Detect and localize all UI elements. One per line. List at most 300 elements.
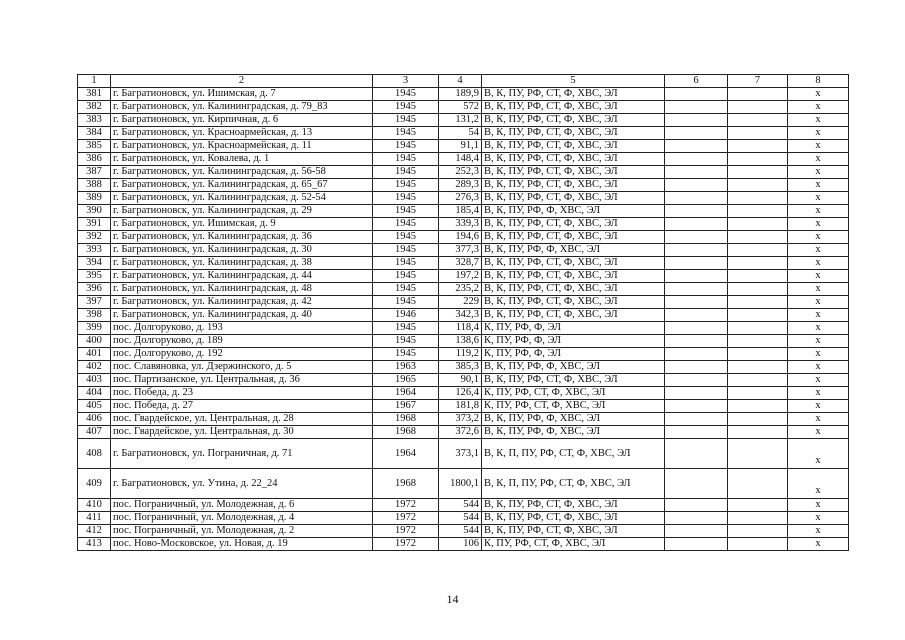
area-cell: 342,3 (439, 309, 482, 322)
table-row (78, 296, 849, 309)
area-cell: 373,2 (439, 413, 482, 426)
year-cell: 1945 (373, 153, 439, 166)
column-6-cell (665, 140, 728, 153)
utilities-cell: В, К, ПУ, РФ, СТ, Ф, ХВС, ЭЛ (482, 88, 665, 101)
area-cell: 138,6 (439, 335, 482, 348)
mark-cell: х (788, 283, 849, 296)
column-number-header-row (78, 75, 849, 88)
area-cell: 276,3 (439, 192, 482, 205)
year-cell: 1968 (373, 413, 439, 426)
address-cell: пос. Славяновка, ул. Дзержинского, д. 5 (111, 361, 373, 374)
area-cell: 197,2 (439, 270, 482, 283)
column-7-cell (728, 413, 788, 426)
address-cell: г. Багратионовск, ул. Калининградская, д. 36 (111, 231, 373, 244)
address-cell: г. Багратионовск, ул. Калининградская, д. 30 (111, 244, 373, 257)
address-cell: пос. Пограничный, ул. Молодежная, д. 4 (111, 512, 373, 525)
utilities-cell: В, К, ПУ, РФ, СТ, Ф, ХВС, ЭЛ (482, 218, 665, 231)
column-7-cell (728, 283, 788, 296)
utilities-cell: К, ПУ, РФ, СТ, Ф, ХВС, ЭЛ (482, 400, 665, 413)
table-row (78, 322, 849, 335)
column-7-cell (728, 538, 788, 551)
mark-cell: х (788, 192, 849, 205)
table-row (78, 257, 849, 270)
year-cell: 1946 (373, 309, 439, 322)
year-cell: 1945 (373, 192, 439, 205)
utilities-cell: В, К, ПУ, РФ, СТ, Ф, ХВС, ЭЛ (482, 231, 665, 244)
row-number-cell: 406 (78, 413, 111, 426)
table-row (78, 244, 849, 257)
mark-cell: х (788, 335, 849, 348)
area-cell: 544 (439, 499, 482, 512)
row-number-cell: 384 (78, 127, 111, 140)
mark-cell: х (788, 538, 849, 551)
column-6-cell (665, 153, 728, 166)
area-cell: 194,6 (439, 231, 482, 244)
year-cell: 1945 (373, 166, 439, 179)
row-number-cell: 387 (78, 166, 111, 179)
table-row (78, 348, 849, 361)
table-row (78, 426, 849, 439)
row-number-cell: 391 (78, 218, 111, 231)
address-cell: пос. Победа, д. 27 (111, 400, 373, 413)
column-6-cell (665, 205, 728, 218)
year-cell: 1945 (373, 218, 439, 231)
utilities-cell: В, К, ПУ, РФ, СТ, Ф, ХВС, ЭЛ (482, 257, 665, 270)
mark-cell: х (788, 374, 849, 387)
utilities-cell: В, К, ПУ, РФ, СТ, Ф, ХВС, ЭЛ (482, 101, 665, 114)
row-number-cell: 388 (78, 179, 111, 192)
column-number: 1 (78, 75, 111, 88)
address-cell: пос. Гвардейское, ул. Центральная, д. 30 (111, 426, 373, 439)
address-cell: г. Багратионовск, ул. Пограничная, д. 71 (111, 439, 373, 469)
table-row (78, 538, 849, 551)
mark-cell: х (788, 257, 849, 270)
area-cell: 339,3 (439, 218, 482, 231)
area-cell: 572 (439, 101, 482, 114)
utilities-cell: В, К, ПУ, РФ, СТ, Ф, ХВС, ЭЛ (482, 127, 665, 140)
address-cell: г. Багратионовск, ул. Ишимская, д. 9 (111, 218, 373, 231)
mark-cell: х (788, 413, 849, 426)
address-cell: пос. Победа, д. 23 (111, 387, 373, 400)
utilities-cell: В, К, ПУ, РФ, СТ, Ф, ХВС, ЭЛ (482, 153, 665, 166)
utilities-cell: В, К, ПУ, РФ, СТ, Ф, ХВС, ЭЛ (482, 283, 665, 296)
year-cell: 1968 (373, 469, 439, 499)
row-number-cell: 402 (78, 361, 111, 374)
table-row (78, 166, 849, 179)
utilities-cell: К, ПУ, РФ, СТ, Ф, ХВС, ЭЛ (482, 538, 665, 551)
row-number-cell: 410 (78, 499, 111, 512)
column-6-cell (665, 179, 728, 192)
mark-cell: х (788, 114, 849, 127)
column-7-cell (728, 257, 788, 270)
mark-cell: х (788, 127, 849, 140)
utilities-cell: В, К, ПУ, РФ, СТ, Ф, ХВС, ЭЛ (482, 179, 665, 192)
row-number-cell: 405 (78, 400, 111, 413)
column-6-cell (665, 218, 728, 231)
column-6-cell (665, 512, 728, 525)
year-cell: 1945 (373, 244, 439, 257)
year-cell: 1945 (373, 114, 439, 127)
column-7-cell (728, 101, 788, 114)
column-6-cell (665, 166, 728, 179)
utilities-cell: К, ПУ, РФ, Ф, ЭЛ (482, 335, 665, 348)
address-cell: г. Багратионовск, ул. Калининградская, д. 56-58 (111, 166, 373, 179)
address-cell: пос. Пограничный, ул. Молодежная, д. 6 (111, 499, 373, 512)
address-cell: г. Багратионовск, ул. Калининградская, д. 52-54 (111, 192, 373, 205)
area-cell: 229 (439, 296, 482, 309)
row-number-cell: 408 (78, 439, 111, 469)
mark-cell: х (788, 348, 849, 361)
column-7-cell (728, 179, 788, 192)
mark-cell: х (788, 140, 849, 153)
column-7-cell (728, 244, 788, 257)
address-cell: г. Багратионовск, ул. Красноармейская, д. 13 (111, 127, 373, 140)
mark-cell: х (788, 88, 849, 101)
address-cell: г. Багратионовск, ул. Калининградская, д. 44 (111, 270, 373, 283)
row-number-cell: 397 (78, 296, 111, 309)
mark-cell: х (788, 179, 849, 192)
mark-cell: х (788, 231, 849, 244)
column-6-cell (665, 88, 728, 101)
column-6-cell (665, 361, 728, 374)
column-7-cell (728, 205, 788, 218)
table-row (78, 270, 849, 283)
area-cell: 126,4 (439, 387, 482, 400)
year-cell: 1945 (373, 296, 439, 309)
column-7-cell (728, 140, 788, 153)
utilities-cell: В, К, ПУ, РФ, Ф, ХВС, ЭЛ (482, 413, 665, 426)
column-7-cell (728, 114, 788, 127)
mark-cell: х (788, 387, 849, 400)
mark-cell: х (788, 296, 849, 309)
column-7-cell (728, 335, 788, 348)
mark-cell: х (788, 512, 849, 525)
row-number-cell: 404 (78, 387, 111, 400)
column-7-cell (728, 469, 788, 499)
column-6-cell (665, 335, 728, 348)
utilities-cell: В, К, ПУ, РФ, СТ, Ф, ХВС, ЭЛ (482, 309, 665, 322)
row-number-cell: 394 (78, 257, 111, 270)
address-cell: г. Багратионовск, ул. Красноармейская, д. 11 (111, 140, 373, 153)
table-row (78, 374, 849, 387)
row-number-cell: 392 (78, 231, 111, 244)
mark-cell: х (788, 101, 849, 114)
area-cell: 235,2 (439, 283, 482, 296)
row-number-cell: 396 (78, 283, 111, 296)
column-6-cell (665, 322, 728, 335)
address-cell: г. Багратионовск, ул. Калининградская, д. 65_67 (111, 179, 373, 192)
mark-cell: х (788, 469, 849, 499)
utilities-cell: В, К, ПУ, РФ, СТ, Ф, ХВС, ЭЛ (482, 140, 665, 153)
area-cell: 91,1 (439, 140, 482, 153)
page-number: 14 (446, 592, 459, 606)
year-cell: 1963 (373, 361, 439, 374)
table-row (78, 127, 849, 140)
column-7-cell (728, 322, 788, 335)
row-number-cell: 393 (78, 244, 111, 257)
utilities-cell: К, ПУ, РФ, СТ, Ф, ХВС, ЭЛ (482, 387, 665, 400)
column-6-cell (665, 270, 728, 283)
table-body (78, 75, 849, 551)
area-cell: 189,9 (439, 88, 482, 101)
utilities-cell: В, К, ПУ, РФ, Ф, ХВС, ЭЛ (482, 205, 665, 218)
row-number-cell: 409 (78, 469, 111, 499)
table-row (78, 283, 849, 296)
row-number-cell: 398 (78, 309, 111, 322)
mark-cell: х (788, 270, 849, 283)
table-row (78, 361, 849, 374)
address-cell: пос. Ново-Московское, ул. Новая, д. 19 (111, 538, 373, 551)
row-number-cell: 381 (78, 88, 111, 101)
utilities-cell: В, К, ПУ, РФ, СТ, Ф, ХВС, ЭЛ (482, 499, 665, 512)
column-6-cell (665, 499, 728, 512)
column-number: 7 (728, 75, 788, 88)
column-7-cell (728, 400, 788, 413)
area-cell: 106 (439, 538, 482, 551)
column-7-cell (728, 499, 788, 512)
column-6-cell (665, 283, 728, 296)
year-cell: 1945 (373, 322, 439, 335)
row-number-cell: 413 (78, 538, 111, 551)
area-cell: 54 (439, 127, 482, 140)
area-cell: 373,1 (439, 439, 482, 469)
table-row (78, 439, 849, 469)
year-cell: 1967 (373, 400, 439, 413)
area-cell: 289,3 (439, 179, 482, 192)
address-cell: г. Багратионовск, ул. Ковалева, д. 1 (111, 153, 373, 166)
area-cell: 118,4 (439, 322, 482, 335)
mark-cell: х (788, 361, 849, 374)
column-number: 3 (373, 75, 439, 88)
area-cell: 544 (439, 525, 482, 538)
row-number-cell: 407 (78, 426, 111, 439)
area-cell: 148,4 (439, 153, 482, 166)
address-cell: г. Багратионовск, ул. Кирпичная, д. 6 (111, 114, 373, 127)
address-cell: г. Багратионовск, ул. Калининградская, д. 42 (111, 296, 373, 309)
year-cell: 1945 (373, 179, 439, 192)
area-cell: 90,1 (439, 374, 482, 387)
year-cell: 1945 (373, 205, 439, 218)
table-row (78, 512, 849, 525)
column-7-cell (728, 374, 788, 387)
table-row (78, 205, 849, 218)
row-number-cell: 395 (78, 270, 111, 283)
year-cell: 1972 (373, 538, 439, 551)
row-number-cell: 411 (78, 512, 111, 525)
utilities-cell: К, ПУ, РФ, Ф, ЭЛ (482, 322, 665, 335)
table-row (78, 88, 849, 101)
column-7-cell (728, 218, 788, 231)
table-row (78, 140, 849, 153)
column-6-cell (665, 469, 728, 499)
address-cell: г. Багратионовск, ул. Калининградская, д. 38 (111, 257, 373, 270)
year-cell: 1945 (373, 140, 439, 153)
column-7-cell (728, 127, 788, 140)
column-6-cell (665, 525, 728, 538)
column-7-cell (728, 387, 788, 400)
utilities-cell: В, К, П, ПУ, РФ, СТ, Ф, ХВС, ЭЛ (482, 439, 665, 469)
year-cell: 1945 (373, 231, 439, 244)
mark-cell: х (788, 499, 849, 512)
address-cell: пос. Долгоруково, д. 189 (111, 335, 373, 348)
year-cell: 1945 (373, 101, 439, 114)
area-cell: 377,3 (439, 244, 482, 257)
area-cell: 1800,1 (439, 469, 482, 499)
table-row (78, 309, 849, 322)
year-cell: 1968 (373, 426, 439, 439)
address-cell: пос. Партизанское, ул. Центральная, д. 36 (111, 374, 373, 387)
column-6-cell (665, 127, 728, 140)
column-number: 8 (788, 75, 849, 88)
column-7-cell (728, 525, 788, 538)
table-row (78, 469, 849, 499)
column-7-cell (728, 88, 788, 101)
column-number: 2 (111, 75, 373, 88)
row-number-cell: 400 (78, 335, 111, 348)
column-6-cell (665, 309, 728, 322)
utilities-cell: В, К, ПУ, РФ, Ф, ХВС, ЭЛ (482, 244, 665, 257)
column-6-cell (665, 426, 728, 439)
mark-cell: х (788, 525, 849, 538)
table-row (78, 400, 849, 413)
year-cell: 1945 (373, 335, 439, 348)
column-7-cell (728, 166, 788, 179)
area-cell: 119,2 (439, 348, 482, 361)
row-number-cell: 385 (78, 140, 111, 153)
table-row (78, 192, 849, 205)
mark-cell: х (788, 439, 849, 469)
table-row (78, 387, 849, 400)
year-cell: 1972 (373, 499, 439, 512)
column-7-cell (728, 348, 788, 361)
mark-cell: х (788, 153, 849, 166)
column-7-cell (728, 153, 788, 166)
table-row (78, 499, 849, 512)
column-6-cell (665, 231, 728, 244)
table-row (78, 413, 849, 426)
address-cell: г. Багратионовск, ул. Калининградская, д. 29 (111, 205, 373, 218)
area-cell: 185,4 (439, 205, 482, 218)
table-row (78, 153, 849, 166)
row-number-cell: 390 (78, 205, 111, 218)
year-cell: 1964 (373, 387, 439, 400)
mark-cell: х (788, 426, 849, 439)
column-7-cell (728, 296, 788, 309)
column-6-cell (665, 400, 728, 413)
utilities-cell: В, К, ПУ, РФ, СТ, Ф, ХВС, ЭЛ (482, 512, 665, 525)
column-6-cell (665, 244, 728, 257)
table-row (78, 231, 849, 244)
utilities-cell: В, К, ПУ, РФ, СТ, Ф, ХВС, ЭЛ (482, 270, 665, 283)
area-cell: 181,8 (439, 400, 482, 413)
area-cell: 544 (439, 512, 482, 525)
utilities-cell: В, К, П, ПУ, РФ, СТ, Ф, ХВС, ЭЛ (482, 469, 665, 499)
row-number-cell: 401 (78, 348, 111, 361)
row-number-cell: 403 (78, 374, 111, 387)
area-cell: 328,7 (439, 257, 482, 270)
column-7-cell (728, 439, 788, 469)
area-cell: 252,3 (439, 166, 482, 179)
utilities-cell: В, К, ПУ, РФ, СТ, Ф, ХВС, ЭЛ (482, 166, 665, 179)
area-cell: 131,2 (439, 114, 482, 127)
address-cell: пос. Долгоруково, д. 192 (111, 348, 373, 361)
column-number: 6 (665, 75, 728, 88)
table-row (78, 101, 849, 114)
mark-cell: х (788, 166, 849, 179)
mark-cell: х (788, 322, 849, 335)
address-cell: г. Багратионовск, ул. Калининградская, д. 40 (111, 309, 373, 322)
column-6-cell (665, 114, 728, 127)
mark-cell: х (788, 218, 849, 231)
housing-registry-table (77, 74, 849, 551)
column-6-cell (665, 348, 728, 361)
year-cell: 1945 (373, 283, 439, 296)
column-7-cell (728, 270, 788, 283)
row-number-cell: 382 (78, 101, 111, 114)
utilities-cell: В, К, ПУ, РФ, СТ, Ф, ХВС, ЭЛ (482, 296, 665, 309)
row-number-cell: 389 (78, 192, 111, 205)
address-cell: пос. Долгоруково, д. 193 (111, 322, 373, 335)
column-6-cell (665, 257, 728, 270)
year-cell: 1965 (373, 374, 439, 387)
row-number-cell: 412 (78, 525, 111, 538)
mark-cell: х (788, 244, 849, 257)
area-cell: 385,3 (439, 361, 482, 374)
column-6-cell (665, 192, 728, 205)
column-6-cell (665, 439, 728, 469)
column-6-cell (665, 374, 728, 387)
column-6-cell (665, 538, 728, 551)
address-cell: пос. Гвардейское, ул. Центральная, д. 28 (111, 413, 373, 426)
mark-cell: х (788, 309, 849, 322)
column-6-cell (665, 296, 728, 309)
utilities-cell: В, К, ПУ, РФ, Ф, ХВС, ЭЛ (482, 426, 665, 439)
row-number-cell: 386 (78, 153, 111, 166)
mark-cell: х (788, 400, 849, 413)
column-6-cell (665, 387, 728, 400)
year-cell: 1945 (373, 348, 439, 361)
utilities-cell: В, К, ПУ, РФ, СТ, Ф, ХВС, ЭЛ (482, 114, 665, 127)
column-7-cell (728, 426, 788, 439)
column-7-cell (728, 512, 788, 525)
utilities-cell: К, ПУ, РФ, Ф, ЭЛ (482, 348, 665, 361)
utilities-cell: В, К, ПУ, РФ, СТ, Ф, ХВС, ЭЛ (482, 192, 665, 205)
year-cell: 1964 (373, 439, 439, 469)
table-row (78, 525, 849, 538)
column-7-cell (728, 192, 788, 205)
address-cell: г. Багратионовск, ул. Калининградская, д. 79_83 (111, 101, 373, 114)
address-cell: г. Багратионовск, ул. Калининградская, д. 48 (111, 283, 373, 296)
column-7-cell (728, 309, 788, 322)
column-6-cell (665, 101, 728, 114)
row-number-cell: 383 (78, 114, 111, 127)
table-row (78, 114, 849, 127)
table-row (78, 179, 849, 192)
address-cell: г. Багратионовск, ул. Утина, д. 22_24 (111, 469, 373, 499)
year-cell: 1972 (373, 512, 439, 525)
mark-cell: х (788, 205, 849, 218)
utilities-cell: В, К, ПУ, РФ, СТ, Ф, ХВС, ЭЛ (482, 374, 665, 387)
column-6-cell (665, 413, 728, 426)
utilities-cell: В, К, ПУ, РФ, СТ, Ф, ХВС, ЭЛ (482, 525, 665, 538)
address-cell: пос. Пограничный, ул. Молодежная, д. 2 (111, 525, 373, 538)
column-7-cell (728, 361, 788, 374)
column-number: 4 (439, 75, 482, 88)
table-row (78, 335, 849, 348)
area-cell: 372,6 (439, 426, 482, 439)
year-cell: 1972 (373, 525, 439, 538)
column-7-cell (728, 231, 788, 244)
